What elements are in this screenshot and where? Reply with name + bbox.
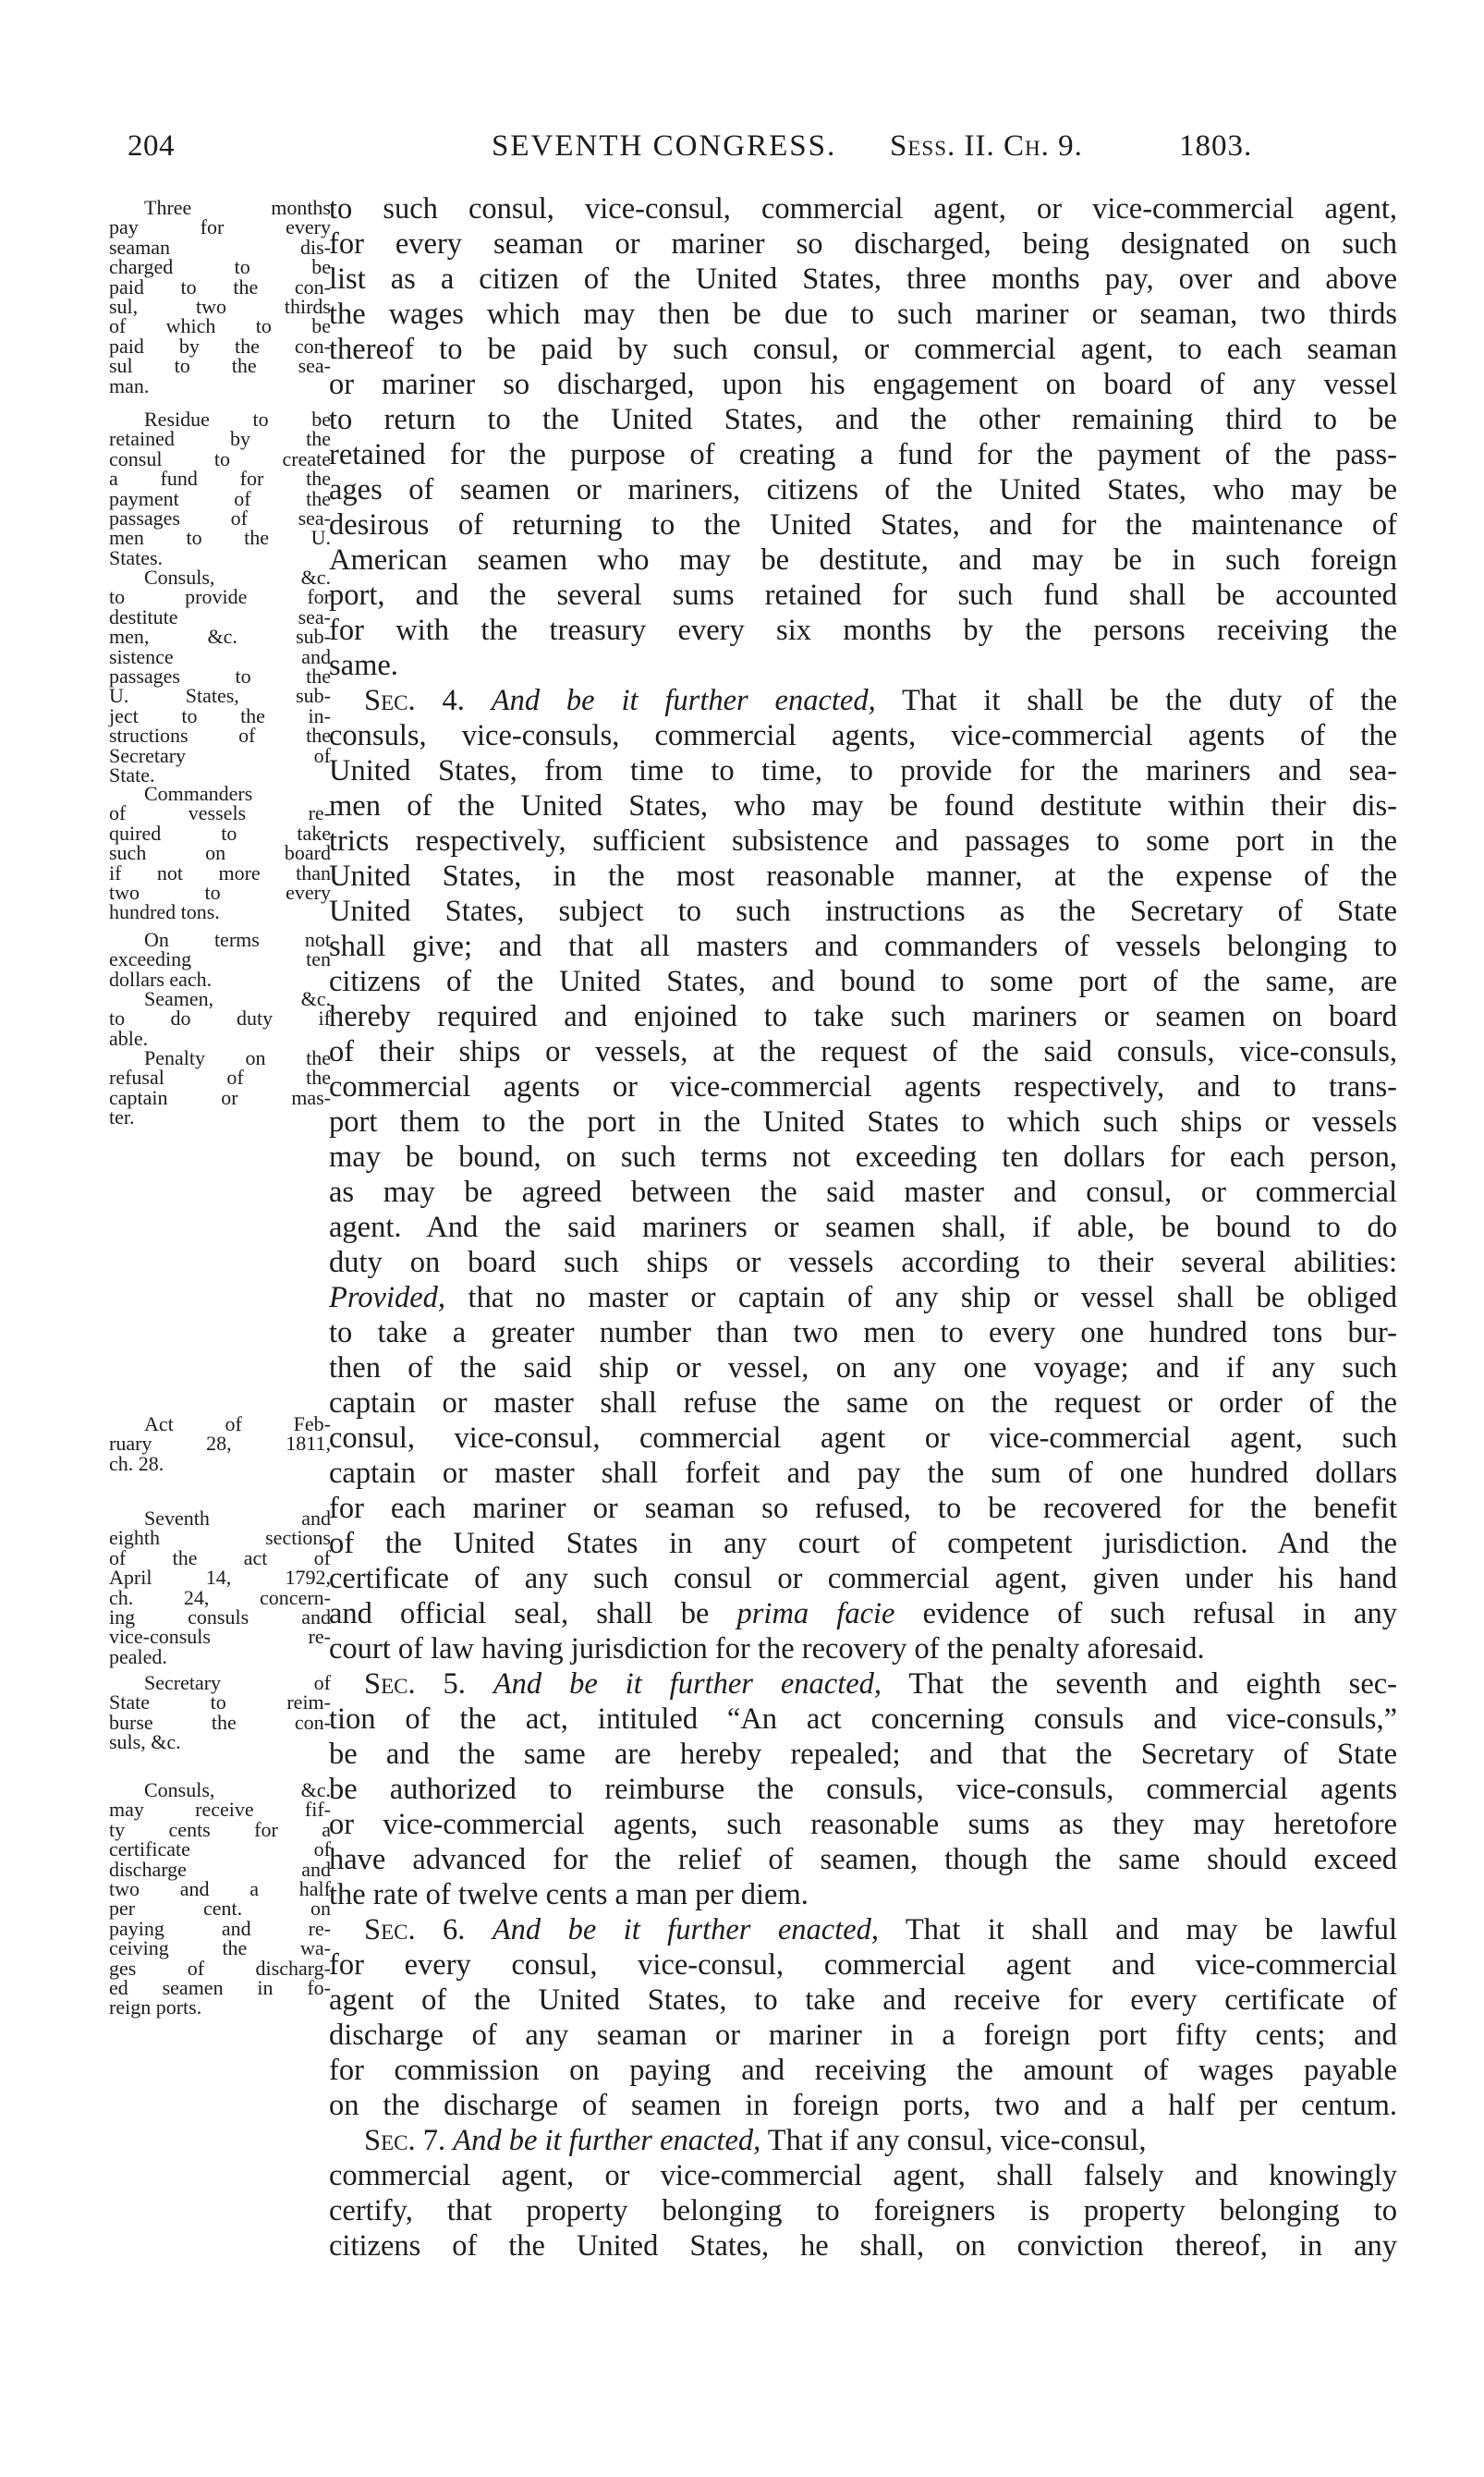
running-session xyxy=(890,129,1083,164)
text-line: of the United States in any court of competent jurisdiction. And the xyxy=(329,1527,1397,1560)
text-line: hereby required and enjoined to take such mariners or seamen on board xyxy=(329,1000,1397,1033)
margin-note-line: Consuls, &c. xyxy=(144,1778,331,1801)
text-line: to take a greater number than two men to every one hundred tons bur- xyxy=(329,1316,1397,1349)
margin-note-line: Seamen, &c. xyxy=(144,987,331,1010)
margin-note-line: ter. xyxy=(109,1105,135,1129)
margin-note-line: structions of the xyxy=(109,724,331,748)
margin-note-line: retained by the xyxy=(109,427,331,451)
margin-note-line: sistence and xyxy=(109,644,331,668)
margin-note-line: refusal of the xyxy=(109,1066,331,1090)
running-year: 1803. xyxy=(1179,129,1253,163)
text-line: be authorized to reimburse the consuls, vice-consuls, commercial agents xyxy=(329,1773,1397,1806)
chapter-label: Ch. 9. xyxy=(1003,129,1083,163)
text-line: on the discharge of seamen in foreign ports, two and a half per centum. xyxy=(329,2089,1397,2122)
text-line: certificate of any such consul or commercial agent, given under his hand xyxy=(329,1562,1397,1595)
margin-note-line: per cent. on xyxy=(109,1897,331,1921)
margin-note-line: Residue to be xyxy=(144,408,331,431)
text-line: the wages which may then be due to such mariner or seaman, two thirds xyxy=(329,298,1397,331)
margin-note-line: eighth sections xyxy=(109,1526,331,1550)
margin-note-line: hundred tons. xyxy=(109,900,220,924)
text-line: list as a citizen of the United States, three months pay, over and above xyxy=(329,262,1397,296)
margin-note-line: ceiving the wa- xyxy=(109,1936,331,1960)
enacting-clause: And be it further enacted, xyxy=(493,1667,882,1701)
margin-note-line: ges of discharg- xyxy=(109,1956,331,1980)
section-number: Sec. 5. xyxy=(364,1667,466,1701)
margin-note-line: certificate of xyxy=(109,1837,331,1861)
text-line: tion of the act, intituled “An act concerning consuls and vice-consuls,” xyxy=(329,1702,1397,1736)
text-line: ages of seamen or mariners, citizens of the United States, who may be xyxy=(329,473,1397,506)
section-number: Sec. 7. xyxy=(364,2124,446,2157)
section-number: Sec. 4. xyxy=(364,684,465,717)
margin-note-line: exceeding ten xyxy=(109,947,331,971)
text-line: agent. And the said mariners or seamen shall, if able, be bound to do xyxy=(329,1211,1397,1244)
text-line: Sec. 5. And be it further enacted, That the seventh and eighth sec- xyxy=(364,1667,1398,1701)
margin-note-line: if not more than xyxy=(109,860,331,885)
margin-note-line: man. xyxy=(109,373,150,397)
margin-note-line: seaman dis- xyxy=(109,235,331,259)
margin-note-line: Consuls, &c. xyxy=(144,566,331,589)
margin-note-line: paid by the con- xyxy=(109,334,331,358)
text-line: men of the United States, who may be found destitute within their dis- xyxy=(329,789,1397,823)
margin-note-line: reign ports. xyxy=(109,1995,202,2019)
margin-note-line: ruary 28, 1811, xyxy=(109,1432,331,1456)
margin-note-line: paying and re- xyxy=(109,1916,331,1940)
text-line: and official seal, shall be prima facie evidence of such refusal in any xyxy=(329,1597,1397,1630)
margin-note-line: Secretary of xyxy=(109,743,331,767)
text-line: for every consul, vice-consul, commercial agent and vice-commercial xyxy=(329,1948,1397,1982)
text-line: court of law having jurisdiction for the recovery of the penalty aforesaid. xyxy=(329,1632,1205,1666)
margin-note-line: discharge and xyxy=(109,1857,331,1881)
margin-note-line: of which to be xyxy=(109,314,331,338)
text-line: may be bound, on such terms not exceeding ten dollars for each person, xyxy=(329,1141,1397,1174)
margin-note-line: ed seamen in fo- xyxy=(109,1976,331,1999)
margin-note-line: States. xyxy=(109,545,164,569)
text-line: United States, subject to such instructions as the Secretary of State xyxy=(329,895,1397,928)
margin-note-line: burse the con- xyxy=(109,1710,331,1734)
margin-note-line: ch. 28. xyxy=(109,1451,164,1475)
margin-note-line: men to the U. xyxy=(109,526,331,550)
margin-note-line: pay for every xyxy=(109,215,331,239)
text-line: be and the same are hereby repealed; and that the Secretary of State xyxy=(329,1738,1397,1771)
margin-note-line: consul to create xyxy=(109,446,331,470)
margin-note-line: able. xyxy=(109,1026,149,1050)
text-line: for with the treasury every six months by the persons receiving the xyxy=(329,614,1397,647)
text-line: United States, in the most reasonable manner, at the expense of the xyxy=(329,860,1397,893)
margin-note-line: a fund for the xyxy=(109,467,331,491)
text-line: then of the said ship or vessel, on any one voyage; and if any such xyxy=(329,1351,1397,1385)
text-line: of their ships or vessels, at the request of the said consuls, vice-consuls, xyxy=(329,1035,1397,1068)
text-line: citizens of the United States, he shall, on conviction thereof, in any xyxy=(329,2229,1397,2263)
text-line: desirous of returning to the United States, and for the maintenance of xyxy=(329,508,1397,542)
margin-note-line: U. States, sub- xyxy=(109,684,331,708)
text-line: captain or master shall refuse the same on the request or order of the xyxy=(329,1386,1397,1420)
text-line: or mariner so discharged, upon his engagement on board of any vessel xyxy=(329,368,1397,401)
margin-note-line: ing consuls and xyxy=(109,1605,331,1629)
text-line: discharge of any seaman or mariner in a foreign port fifty cents; and xyxy=(329,2019,1397,2052)
margin-note-line: ty cents for a xyxy=(109,1817,331,1841)
text-line: citizens of the United States, and bound to some port of the same, are xyxy=(329,965,1397,998)
text-line: same. xyxy=(329,649,398,682)
text-line: consuls, vice-consuls, commercial agents, vice-commercial agents of the xyxy=(329,719,1397,752)
enacting-clause: And be it further enacted, xyxy=(491,684,876,717)
margin-note-line: sul, two thirds xyxy=(109,295,331,318)
margin-note-line: Seventh and xyxy=(144,1507,331,1530)
margin-note-line: of the act of xyxy=(109,1545,331,1569)
margin-note-line: sul to the sea- xyxy=(109,354,331,378)
margin-note-line: Penalty on the xyxy=(144,1046,331,1069)
margin-note-line: vice-consuls re- xyxy=(109,1625,331,1649)
margin-note-line: State. xyxy=(109,763,155,787)
text-line: retained for the purpose of creating a fund for the payment of the pass- xyxy=(329,438,1397,471)
margin-note-line: men, &c. sub- xyxy=(109,625,331,649)
text-line: Provided, that no master or captain of any ship or vessel shall be obliged xyxy=(329,1281,1397,1314)
proviso-word: Provided, xyxy=(329,1281,446,1314)
margin-note-line: two to every xyxy=(109,881,331,904)
text-line: thereof to be paid by such consul, or commercial agent, to each seaman xyxy=(329,333,1397,366)
margin-note-line: such on board xyxy=(109,841,331,865)
text-line: to return to the United States, and the other remaining third to be xyxy=(329,403,1397,436)
latin-term: prima facie xyxy=(736,1597,895,1630)
margin-note-line: to do duty if xyxy=(109,1007,331,1031)
text-line: Sec. 7. And be it further enacted, That if any consul, vice-consul, xyxy=(364,2124,1147,2157)
margin-note-line: April 14, 1792, xyxy=(109,1566,331,1590)
text-line: or vice-commercial agents, such reasonable sums as they may heretofore xyxy=(329,1808,1397,1841)
margin-note-line: Act of Feb- xyxy=(144,1412,331,1435)
margin-note-line: Three months xyxy=(144,196,331,219)
text-line: shall give; and that all masters and commanders of vessels belonging to xyxy=(329,930,1397,963)
text-line: have advanced for the relief of seamen, though the same should exceed xyxy=(329,1843,1397,1876)
page-number: 204 xyxy=(128,129,175,163)
text-line: United States, from time to time, to provide for the mariners and sea- xyxy=(329,754,1397,787)
margin-note-line: to provide for xyxy=(109,585,331,609)
text-line: port them to the port in the United States to which such ships or vessels xyxy=(329,1105,1397,1139)
text-line: commercial agent, or vice-commercial agent, shall falsely and knowingly xyxy=(329,2159,1397,2192)
margin-note-line: may receive fif- xyxy=(109,1798,331,1822)
margin-note-line: passages to the xyxy=(109,665,331,688)
running-head xyxy=(128,129,1299,174)
text-line: port, and the several sums retained for such fund shall be accounted xyxy=(329,579,1397,612)
text-line: consul, vice-consul, commercial agent or vice-commercial agent, such xyxy=(329,1422,1397,1455)
margin-note-line: State to reim- xyxy=(109,1690,331,1714)
text-line: commercial agents or vice-commercial agents respectively, and to trans- xyxy=(329,1070,1397,1104)
margin-note-line: of vessels re- xyxy=(109,801,331,825)
text-line: Sec. 4. And be it further enacted, That it shall be the duty of the xyxy=(364,684,1398,717)
session-label: Sess. II. xyxy=(890,129,995,163)
margin-note-line: charged to be xyxy=(109,255,331,279)
text-line: captain or master shall forfeit and pay the sum of one hundred dollars xyxy=(329,1457,1397,1490)
margin-note-line: ch. 24, concern- xyxy=(109,1585,331,1609)
margin-note-line: payment of the xyxy=(109,486,331,510)
text-line: certify, that property belonging to foreigners is property belonging to xyxy=(329,2194,1397,2227)
margin-note-line: dollars each. xyxy=(109,967,213,991)
margin-note-line: ject to the in- xyxy=(109,703,331,727)
text-line: tricts respectively, sufficient subsistence and passages to some port in the xyxy=(329,824,1397,858)
enacting-clause: And be it further enacted, xyxy=(453,2124,761,2157)
margin-note-line: paid to the con- xyxy=(109,275,331,299)
margin-note-line: destitute sea- xyxy=(109,604,331,628)
margin-note-line: suls, &c. xyxy=(109,1730,181,1754)
margin-note-line: Secretary of xyxy=(144,1671,331,1694)
enacting-clause: And be it further enacted, xyxy=(492,1913,880,1946)
running-title: SEVENTH CONGRESS. xyxy=(492,129,837,163)
margin-note-line: pealed. xyxy=(109,1644,167,1668)
text-line: to such consul, vice-consul, commercial agent, or vice-commercial agent, xyxy=(329,192,1397,226)
text-line: agent of the United States, to take and receive for every certificate of xyxy=(329,1983,1397,2017)
text-line: duty on board such ships or vessels according to their several abilities: xyxy=(329,1246,1397,1279)
text-line: for every seaman or mariner so discharged, being designated on such xyxy=(329,227,1397,261)
text-line: American seamen who may be destitute, and may be in such foreign xyxy=(329,543,1397,577)
margin-note-line: two and a half xyxy=(109,1877,331,1900)
text-line: Sec. 6. And be it further enacted, That it shall and may be lawful xyxy=(364,1913,1397,1946)
section-number: Sec. 6. xyxy=(364,1913,466,1946)
margin-note-line: passages of sea- xyxy=(109,506,331,530)
margin-note-line: captain or mas- xyxy=(109,1085,331,1109)
margin-note-line: Commanders xyxy=(144,782,253,805)
margin-note-line: quired to take xyxy=(109,821,331,845)
text-line: for each mariner or seaman so refused, to be recovered for the benefit xyxy=(329,1492,1397,1525)
text-line: the rate of twelve cents a man per diem. xyxy=(329,1878,809,1911)
text-line: as may be agreed between the said master and consul, or commercial xyxy=(329,1176,1397,1209)
text-line: for commission on paying and receiving the amount of wages payable xyxy=(329,2054,1397,2087)
margin-note-line: On terms not xyxy=(144,928,331,951)
